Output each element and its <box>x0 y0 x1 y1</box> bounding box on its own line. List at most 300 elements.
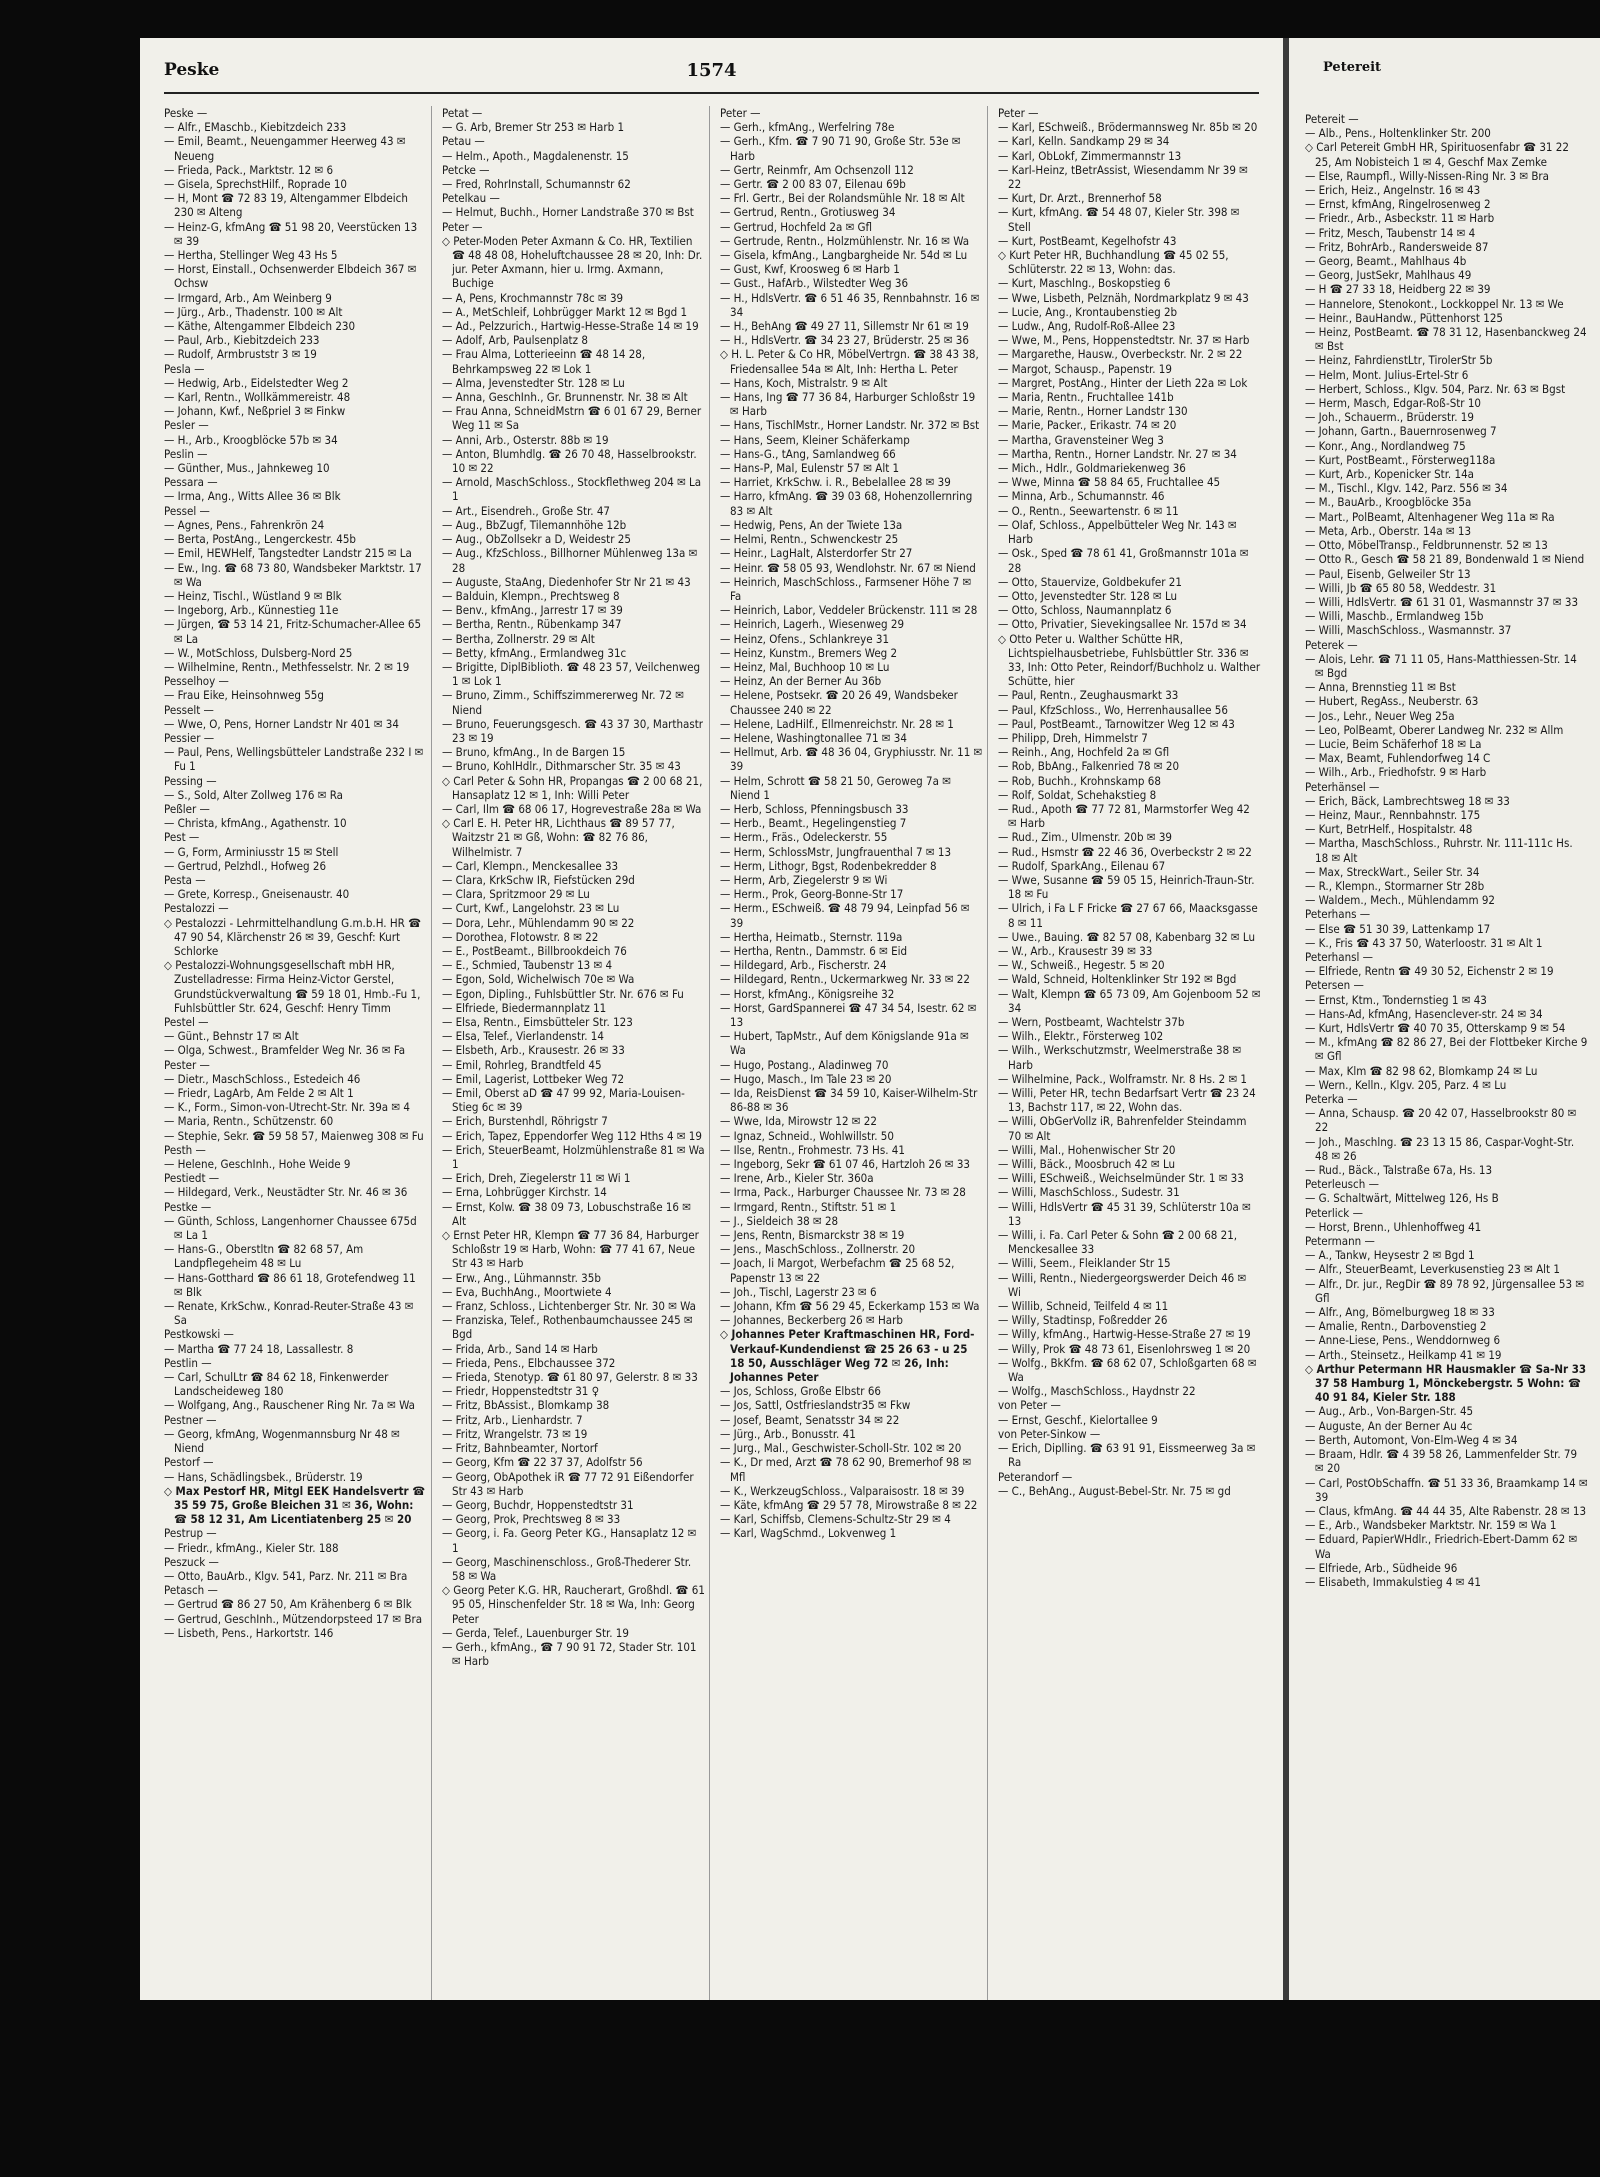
directory-entry: — Jürg., Arb., Thadenstr. 100 ✉ Alt <box>164 304 343 319</box>
directory-entry: — Willi, Jb ☎ 65 80 58, Weddestr. 31 <box>1305 580 1497 595</box>
directory-entry: — Herm., Fräs., Odeleckerstr. 55 <box>720 830 888 845</box>
directory-entry: Pestner — <box>164 1412 217 1427</box>
directory-entry: — K., Dr med, Arzt ☎ 78 62 90, Bremerhof 98 ✉ Mfl <box>720 1455 972 1484</box>
directory-entry: — Ernst, Ktm., Tondernstieg 1 ✉ 43 <box>1305 992 1487 1007</box>
directory-entry: — Helene, Washingtonallee 71 ✉ 34 <box>720 730 907 745</box>
directory-entry: — Eduard, PapierWHdlr., Friedrich-Ebert-Damm 62 ✉ Wa <box>1305 1532 1578 1561</box>
directory-entry: — Ludw., Ang, Rudolf-Roß-Allee 23 <box>998 319 1176 334</box>
directory-entry: — Georg, i. Fa. Georg Peter KG., Hansaplatz 12 ✉ 1 <box>442 1526 697 1555</box>
directory-entry: — Irma, Pack., Harburger Chaussee Nr. 73 ✉ 28 <box>720 1185 966 1200</box>
directory-entry: — Fritz, Wrangelstr. 73 ✉ 19 <box>442 1426 588 1441</box>
directory-entry: — Otto, MöbelTransp., Feldbrunnenstr. 52 ✉ 13 <box>1305 538 1548 553</box>
directory-entry: — Emil, Rohrleg, Brandtfeld 45 <box>442 1057 602 1072</box>
directory-entry: — Helene, GeschInh., Hohe Weide 9 <box>164 1157 351 1172</box>
directory-entry: Pestke — <box>164 1199 212 1214</box>
directory-entry: — Johann, Kwf., Neßpriel 3 ✉ Finkw <box>164 404 346 419</box>
directory-entry: — Willy, Stadtinsp, Foßredder 26 <box>998 1313 1168 1328</box>
directory-entry: — Willi, Mal., Hohenwischer Str 20 <box>998 1142 1176 1157</box>
directory-entry: — Anni, Arb., Osterstr. 88b ✉ 19 <box>442 432 609 447</box>
directory-entry: — Hubert, TapMstr., Auf dem Königslande 91a ✉ Wa <box>720 1029 969 1058</box>
facing-columns <box>1305 112 1592 2000</box>
directory-entry: — Karl, Kelln. Sandkamp 29 ✉ 34 <box>998 134 1170 149</box>
directory-entry: — G, Form, Arminiusstr 15 ✉ Stell <box>164 844 339 859</box>
directory-entry: — Arnold, MaschSchloss., Stockflethweg 204 ✉ La 1 <box>442 475 702 504</box>
directory-entry: — Hildegard, Rentn., Uckermarkweg Nr. 33 ✉ 22 <box>720 972 970 987</box>
directory-entry: — Auguste, StaAng, Diedenhofer Str Nr 21 ✉ 43 <box>442 574 691 589</box>
directory-entry: — Kurt, Maschlng., Boskopstieg 6 <box>998 276 1171 291</box>
directory-entry: — Karl, WagSchmd., Lokvenweg 1 <box>720 1526 897 1541</box>
directory-entry: — Kurt, HdlsVertr ☎ 40 70 35, Otterskamp 9 ✉ 54 <box>1305 1021 1566 1035</box>
directory-entry: — Georg, Prok, Prechtsweg 8 ✉ 33 <box>442 1512 621 1527</box>
directory-entry: ◇ Carl E. H. Peter HR, Lichthaus ☎ 89 57 77, Waitzstr 21 ✉ Gß, Wohn: ☎ 82 76 86, Wilhelmistr. 7 <box>442 816 675 859</box>
directory-entry: — Anna, Schausp. ☎ 20 42 07, Hasselbrookstr 80 ✉ 22 <box>1305 1106 1577 1135</box>
directory-entry: — Horst, GardSpannerei ☎ 47 34 54, Isestr. 62 ✉ 13 <box>720 1000 977 1029</box>
running-head-name: Peske <box>164 60 220 80</box>
directory-entry: — Gisela, kfmAng., Langbargheide Nr. 54d ✉ Lu <box>720 248 968 263</box>
directory-entry: — Eva, BuchhAng., Moortwiete 4 <box>442 1284 612 1299</box>
directory-entry: Petcke — <box>442 162 490 177</box>
directory-entry: Peter — <box>998 106 1039 120</box>
directory-entry: — Frau Alma, Lotterieeinn ☎ 48 14 28, Behrkampsweg 22 ✉ Lok 1 <box>442 347 646 376</box>
directory-entry: Peslin — <box>164 446 208 461</box>
directory-entry: — Lucie, Beim Schäferhof 18 ✉ La <box>1305 736 1482 751</box>
directory-entry: — Herm, SchlossMstr, Jungfrauenthal 7 ✉ 13 <box>720 844 952 859</box>
directory-entry: — Wwe, Ida, Mirowstr 12 ✉ 22 <box>720 1114 877 1129</box>
directory-entry: — Bruno, Zimm., Schiffszimmererweg Nr. 72 ✉ Niend <box>442 688 684 717</box>
directory-entry: Peter — <box>442 219 483 234</box>
directory-entry: — Horst, Brenn., Uhlenhoffweg 41 <box>1305 1219 1482 1234</box>
directory-entry: — Fred, RohrInstall, Schumannstr 62 <box>442 177 631 192</box>
directory-entry: — Willy, kfmAng., Hartwig-Hesse-Straße 27 ✉ 19 <box>998 1327 1251 1342</box>
directory-entry: — Friedr., Arb., Asbeckstr. 11 ✉ Harb <box>1305 211 1495 226</box>
directory-entry: — Anton, Blumhdlg. ☎ 26 70 48, Hasselbrookstr. 10 ✉ 22 <box>442 446 697 476</box>
directory-entry: — Alb., Pens., Holtenklinker Str. 200 <box>1305 126 1491 141</box>
directory-entry: — Hildegard, Verk., Neustädter Str. Nr. 46 ✉ 36 <box>164 1185 408 1200</box>
directory-entry: — Ida, ReisDienst ☎ 34 59 10, Kaiser-Wilhelm-Str 86-88 ✉ 36 <box>720 1086 978 1115</box>
directory-entry: — Maria, Rentn., Fruchtallee 141b <box>998 390 1174 405</box>
directory-entry: — Auguste, An der Berner Au 4c <box>1305 1418 1473 1433</box>
directory-entry: Pestel — <box>164 1015 209 1029</box>
directory-entry: Petau — <box>442 134 485 149</box>
directory-column-3 <box>720 106 988 2000</box>
header-rule <box>164 92 1259 94</box>
directory-entry: — O., Rentn., Seewartenstr. 6 ✉ 11 <box>998 503 1179 518</box>
directory-entry: — Bruno, Feuerungsgesch. ☎ 43 37 30, Marthastr 23 ✉ 19 <box>442 716 704 745</box>
directory-entry: Pest — <box>164 830 200 845</box>
directory-entry: — Erw., Ang., Lühmannstr. 35b <box>442 1270 601 1285</box>
directory-entry: — Wwe, Lisbeth, Pelznäh, Nordmarkplatz 9 ✉ 43 <box>998 290 1249 305</box>
directory-entry: — Carl, Ilm ☎ 68 06 17, Hogrevestraße 28a ✉ Wa <box>442 801 702 816</box>
directory-entry: — Willib, Schneid, Teilfeld 4 ✉ 11 <box>998 1299 1169 1314</box>
directory-entry: — Karl, Rentn., Wollkämmereistr. 48 <box>164 390 351 405</box>
directory-entry: — Stephie, Sekr. ☎ 59 58 57, Maienweg 308 ✉ Fu <box>164 1128 424 1143</box>
directory-entry: ◇ Ernst Peter HR, Klempn ☎ 77 36 84, Harburger Schloßstr 19 ✉ Harb, Wohn: ☎ 77 41 67, Neue Str 43 ✉ Harb <box>442 1228 699 1271</box>
directory-entry: — Willi, Bäck., Moosbruch 42 ✉ Lu <box>998 1157 1176 1172</box>
directory-entry: — Hans-P, Mal, Eulenstr 57 ✉ Alt 1 <box>720 461 900 476</box>
directory-entry: — Gertrud, Rentn., Grotiusweg 34 <box>720 205 896 220</box>
directory-entry: Pesselt — <box>164 702 214 717</box>
directory-entry: — Wern, Postbeamt, Wachtelstr 37b <box>998 1015 1185 1029</box>
directory-entry: — Jürgen, ☎ 53 14 21, Fritz-Schumacher-Allee 65 ✉ La <box>164 617 422 646</box>
directory-entry: — Benv., kfmAng., Jarrestr 17 ✉ 39 <box>442 603 623 618</box>
directory-entry: — Hugo, Masch., Im Tale 23 ✉ 20 <box>720 1071 892 1086</box>
directory-entry: — Herb., Beamt., Hegelingenstieg 7 <box>720 816 907 831</box>
directory-entry: — Joh., Tischl, Lagerstr 23 ✉ 6 <box>720 1284 877 1299</box>
directory-entry: — Anna, GeschInh., Gr. Brunnenstr. Nr. 38 ✉ Alt <box>442 390 688 405</box>
directory-entry: — Marie, Rentn., Horner Landstr 130 <box>998 404 1188 419</box>
directory-entry: — Alfr., Ang, Bömelburgweg 18 ✉ 33 <box>1305 1305 1495 1320</box>
directory-entry: — Aug., KfzSchloss., Billhorner Mühlenweg 13a ✉ 28 <box>442 546 698 575</box>
directory-entry: — Elfriede, Arb., Südheide 96 <box>1305 1560 1458 1575</box>
directory-entry: — M., kfmAng ☎ 82 86 27, Bei der Flottbeker Kirche 9 ✉ Gfl <box>1305 1035 1588 1064</box>
directory-entry: — Hans, Schädlingsbek., Brüderstr. 19 <box>164 1469 363 1484</box>
directory-entry: — Erich, Heiz., Angelnstr. 16 ✉ 43 <box>1305 183 1481 198</box>
directory-entry: — Fritz, BohrArb., Randersweide 87 <box>1305 239 1489 254</box>
directory-entry: — Elisabeth, Immakulstieg 4 ✉ 41 <box>1305 1574 1481 1589</box>
directory-entry: Peterandorf — <box>998 1469 1073 1484</box>
directory-entry: — Harriet, KrkSchw. i. R., Bebelallee 28 ✉ 39 <box>720 475 951 490</box>
directory-entry: — Bertha, Zollnerstr. 29 ✉ Alt <box>442 631 595 646</box>
directory-entry: — Heinz, Kunstm., Bremers Weg 2 <box>720 645 898 660</box>
directory-entry: — Carl, Klempn., Menckesallee 33 <box>442 858 619 873</box>
directory-entry: — Hans-Ad, kfmAng, Hasenclever-str. 24 ✉ 34 <box>1305 1006 1543 1021</box>
directory-entry: — Heinr., BauHandw., Püttenhorst 125 <box>1305 310 1504 325</box>
directory-entry: — Herm, Lithogr, Bgst, Rodenbekredder 8 <box>720 858 937 873</box>
directory-entry: — Jos, Sattl, Ostfrieslandstr35 ✉ Fkw <box>720 1398 911 1413</box>
directory-entry: — Willy, Prok ☎ 48 73 61, Eisenlohrsweg 1 ✉ 20 <box>998 1341 1251 1356</box>
directory-entry: — Erich, Burstenhdl, Röhrigstr 7 <box>442 1114 608 1129</box>
directory-entry: — Alfr., Dr. jur., RegDir ☎ 89 78 92, Jürgensallee 53 ✉ Gfl <box>1305 1276 1585 1305</box>
directory-entry: — Olga, Schwest., Bramfelder Weg Nr. 36 ✉ Fa <box>164 1043 406 1058</box>
directory-entry: — K., Form., Simon-von-Utrecht-Str. Nr. 39a ✉ 4 <box>164 1100 410 1115</box>
directory-entry: — Reinh., Ang, Hochfeld 2a ✉ Gfl <box>998 745 1170 760</box>
directory-entry: — Ignaz, Schneid., Wohlwillstr. 50 <box>720 1128 894 1143</box>
directory-entry: — H., HdlsVertr. ☎ 6 51 46 35, Rennbahnstr. 16 ✉ 34 <box>720 290 980 319</box>
directory-entry: — Emil, HEWHelf, Tangstedter Landstr 215 ✉ La <box>164 546 412 561</box>
directory-entry: — Adolf, Arb, Paulsenplatz 8 <box>442 333 588 348</box>
directory-entry: — Dora, Lehr., Mühlendamm 90 ✉ 22 <box>442 915 635 930</box>
directory-entry: — J., Sieldeich 38 ✉ 28 <box>720 1213 839 1228</box>
directory-entry: — Elfriede, Rentn ☎ 49 30 52, Eichenstr 2 ✉ 19 <box>1305 964 1554 979</box>
directory-entry: — Käthe, Altengammer Elbdeich 230 <box>164 319 356 334</box>
directory-entry: — Hertha, Stellinger Weg 43 Hs 5 <box>164 248 338 263</box>
directory-entry: — Günther, Mus., Jahnkeweg 10 <box>164 461 330 476</box>
directory-entry: — Herm., ESchweiß. ☎ 48 79 94, Leinpfad 56 ✉ 39 <box>720 901 970 930</box>
directory-entry: Pestalozzi — <box>164 901 229 916</box>
directory-entry: — Wilh., Werkschutzmstr, Weelmerstraße 38 ✉ Harb <box>998 1043 1242 1072</box>
directory-entry: von Peter-Sinkow — <box>998 1426 1101 1441</box>
directory-entry: — Ernst, kfmAng, Ringelrosenweg 2 <box>1305 197 1491 212</box>
directory-entry: — Gertrud, Hochfeld 2a ✉ Gfl <box>720 219 873 234</box>
directory-entry: — Willi, HdlsVertr ☎ 45 31 39, Schlüterstr 10a ✉ 13 <box>998 1199 1251 1228</box>
directory-entry: — Fritz, Arb., Lienhardstr. 7 <box>442 1412 583 1427</box>
directory-entry: — R., Klempn., Stormarner Str 28b <box>1305 878 1485 893</box>
directory-entry: — Hertha, Heimatb., Sternstr. 119a <box>720 929 903 944</box>
directory-entry: — Helm, Mont. Julius-Ertel-Str 6 <box>1305 367 1469 382</box>
directory-entry: — Bertha, Rentn., Rübenkamp 347 <box>442 617 622 632</box>
directory-entry: — E., PostBeamt., Billbrookdeich 76 <box>442 943 627 958</box>
directory-entry: — Herb, Schloss, Pfenningsbusch 33 <box>720 801 909 816</box>
directory-entry: — Fritz, Bahnbeamter, Nortorf <box>442 1441 598 1456</box>
directory-entry: — Aug., ObZollsekr a D, Weidestr 25 <box>442 532 631 547</box>
directory-entry: — Rudolf, Armbruststr 3 ✉ 19 <box>164 347 317 362</box>
directory-entry: — Herm, Arb, Ziegelerstr 9 ✉ Wi <box>720 872 888 887</box>
directory-entry: — Willi, MaschSchloss., Wasmannstr. 37 <box>1305 623 1512 638</box>
directory-entry: — Agnes, Pens., Fahrenkrön 24 <box>164 517 325 532</box>
directory-entry: — Jens., MaschSchloss., Zollnerstr. 20 <box>720 1242 916 1257</box>
page-number: 1574 <box>686 60 737 81</box>
directory-entry: Pessing — <box>164 773 217 788</box>
directory-entry: ◇ H. L. Peter & Co HR, MöbelVertrgn. ☎ 38 43 38, Friedensallee 54a ✉ Alt, Inh: Hertha L. Peter <box>720 347 979 376</box>
directory-entry: — Gerh., Kfm. ☎ 7 90 71 90, Große Str. 53e ✉ Harb <box>720 134 961 163</box>
directory-entry: ◇ Pestalozzi - Lehrmittelhandlung G.m.b.H. HR ☎ 47 90 54, Klärchenstr 26 ✉ 39, Geschf: Kurt Schlorke <box>164 915 421 958</box>
directory-entry: — G. Schaltwärt, Mittelweg 126, Hs B <box>1305 1191 1499 1206</box>
directory-entry: — Fritz, Mesch, Taubenstr 14 ✉ 4 <box>1305 225 1476 240</box>
directory-column-2 <box>442 106 710 2000</box>
directory-entry: — Lisbeth, Pens., Harkortstr. 146 <box>164 1625 334 1640</box>
directory-entry: — Horst, kfmAng., Königsreihe 32 <box>720 986 895 1001</box>
directory-entry: — Bruno, kfmAng., In de Bargen 15 <box>442 745 626 760</box>
directory-entry: — Brigitte, DiplBiblioth. ☎ 48 23 57, Veilchenweg 1 ✉ Lok 1 <box>442 659 701 689</box>
directory-entry: von Peter — <box>998 1398 1061 1413</box>
directory-entry: Peter — <box>720 106 761 120</box>
directory-entry: Peterhansl — <box>1305 949 1374 964</box>
directory-entry: — Heinz, Maur., Rennbahnstr. 175 <box>1305 807 1481 822</box>
directory-entry: — Helene, LadHilf., Ellmenreichstr. Nr. 28 ✉ 1 <box>720 716 954 731</box>
directory-entry: — A, Pens, Krochmannstr 78c ✉ 39 <box>442 290 624 305</box>
directory-entry: — Hedwig, Pens, An der Twiete 13a <box>720 517 903 532</box>
directory-entry: — Frl. Gertr., Bei der Rolandsmühle Nr. 18 ✉ Alt <box>720 191 965 206</box>
directory-entry: — Irmgard, Rentn., Stiftstr. 51 ✉ 1 <box>720 1199 897 1214</box>
directory-entry: Pestkowski — <box>164 1327 234 1342</box>
directory-entry: ◇ Georg Peter K.G. HR, Raucherart, Großhdl. ☎ 61 95 05, Hinschenfelder Str. 18 ✉ Wa, Inh: Georg Peter <box>442 1583 705 1626</box>
directory-entry: — Erich, Tapez, Eppendorfer Weg 112 Hths 4 ✉ 19 <box>442 1128 702 1143</box>
directory-entry: — Wald, Schneid, Holtenklinker Str 192 ✉ Bgd <box>998 972 1237 987</box>
directory-entry: — Willi, i. Fa. Carl Peter & Sohn ☎ 2 00 68 21, Menckesallee 33 <box>998 1228 1238 1257</box>
directory-entry: — Jürg., Arb., Bonusstr. 41 <box>720 1426 856 1441</box>
directory-entry: — Heinz, Mal, Buchhoop 10 ✉ Lu <box>720 659 890 674</box>
directory-entry: — Wern., Kelln., Klgv. 205, Parz. 4 ✉ Lu <box>1305 1077 1507 1092</box>
directory-entry: — Helm, Schrott ☎ 58 21 50, Geroweg 7a ✉ Niend 1 <box>720 773 951 802</box>
directory-entry: — Willi, Rentn., Niedergeorgswerder Deich 46 ✉ Wi <box>998 1270 1247 1299</box>
directory-entry: — C., BehAng., August-Bebel-Str. Nr. 75 ✉ gd <box>998 1483 1231 1498</box>
directory-entry: — Herm, Masch, Edgar-Roß-Str 10 <box>1305 396 1482 411</box>
directory-entry: — Heinz, FahrdienstLtr, TirolerStr 5b <box>1305 353 1493 368</box>
directory-entry: Pessel — <box>164 503 210 518</box>
directory-entry: — Christa, kfmAng., Agathenstr. 10 <box>164 816 347 831</box>
directory-entry: — Gertrud, Pelzhdl., Hofweg 26 <box>164 858 327 873</box>
directory-entry: — Paul, Rentn., Zeughausmarkt 33 <box>998 688 1179 703</box>
directory-entry: — Ernst, Geschf., Kielortallee 9 <box>998 1412 1158 1427</box>
directory-entry: — Aug., Arb., Von-Bargen-Str. 45 <box>1305 1404 1474 1419</box>
directory-entry: ◇ Peter-Moden Peter Axmann & Co. HR, Textilien ☎ 48 48 08, Hoheluftchaussee 28 ✉ 20, Inh: Dr. jur. Peter Axmann, hier u. Irmg. Axmann, Buchige <box>442 233 703 291</box>
directory-entry: — Franz, Schloss., Lichtenberger Str. Nr. 30 ✉ Wa <box>442 1299 697 1314</box>
directory-entry: ◇ Kurt Peter HR, Buchhandlung ☎ 45 02 55, Schlüterstr. 22 ✉ 13, Wohn: das. <box>998 248 1229 277</box>
directory-entry: — Clara, Spritzmoor 29 ✉ Lu <box>442 887 590 902</box>
directory-entry: — Rob, Buchh., Krohnskamp 68 <box>998 773 1161 788</box>
directory-entry: — Max, Beamt, Fuhlendorfweg 14 C <box>1305 751 1491 766</box>
directory-entry: — Mich., Hdlr., Goldmariekenweg 36 <box>998 461 1186 476</box>
directory-entry: — Friedr., kfmAng., Kieler Str. 188 <box>164 1540 339 1555</box>
facing-running-head: Petereit <box>1323 60 1382 75</box>
directory-entry: — Heinz, Ofens., Schlankreye 31 <box>720 631 890 646</box>
directory-entry: — Curt, Kwf., Langelohstr. 23 ✉ Lu <box>442 901 620 916</box>
directory-entry: — Martha, MaschSchloss., Ruhrstr. Nr. 111-111c Hs. 18 ✉ Alt <box>1305 836 1573 865</box>
directory-columns <box>164 106 1265 2000</box>
directory-entry: — Renate, KrkSchw., Konrad-Reuter-Straße 43 ✉ Sa <box>164 1299 414 1328</box>
directory-entry: — M., BauArb., Kroogblöcke 35a <box>1305 495 1472 510</box>
directory-entry: — Karl, ESchweiß., Brödermannsweg Nr. 85b ✉ 20 <box>998 120 1258 135</box>
directory-entry: — Egon, Dipling., Fuhlsbüttler Str. Nr. 676 ✉ Fu <box>442 986 684 1001</box>
directory-entry: — Erich, SteuerBeamt, Holzmühlenstraße 81 ✉ Wa 1 <box>442 1142 705 1172</box>
directory-entry: — Jens, Rentn, Bismarckstr 38 ✉ 19 <box>720 1228 905 1243</box>
directory-entry: — Otto, Jevenstedter Str. 128 ✉ Lu <box>998 588 1178 603</box>
directory-entry: — Kurt, kfmAng. ☎ 54 48 07, Kieler Str. 398 ✉ Stell <box>998 205 1240 234</box>
directory-entry: — Hugo, Postang., Aladinweg 70 <box>720 1057 889 1072</box>
directory-entry: — Meta, Arb., Oberstr. 14a ✉ 13 <box>1305 523 1472 538</box>
directory-entry: — Heinr. ☎ 58 05 93, Wendlohstr. Nr. 67 ✉ Niend <box>720 560 976 575</box>
directory-entry: Peszuck — <box>164 1554 219 1569</box>
directory-entry: — Amalie, Rentn., Darbovenstieg 2 <box>1305 1319 1487 1334</box>
directory-entry: — Margret, PostAng., Hinter der Lieth 22a ✉ Lok <box>998 375 1248 390</box>
directory-entry: — Rudolf, SparkAng., Eilenau 67 <box>998 858 1166 873</box>
directory-entry: — Hans, TischlMstr., Horner Landstr. Nr. 372 ✉ Bst <box>720 418 980 433</box>
directory-entry: — Heinrich, Labor, Veddeler Brückenstr. 111 ✉ 28 <box>720 603 978 618</box>
directory-entry: — Hans-Gotthard ☎ 86 61 18, Grotefendweg 11 ✉ Blk <box>164 1270 416 1299</box>
facing-column-1 <box>1305 112 1592 2000</box>
facing-page-partial <box>1289 38 1600 2000</box>
directory-page <box>140 38 1283 2000</box>
directory-entry: — Wilhelmine, Pack., Wolframstr. Nr. 8 Hs. 2 ✉ 1 <box>998 1071 1248 1086</box>
directory-entry: — Jos., Lehr., Neuer Weg 25a <box>1305 708 1455 723</box>
directory-entry: — Heinr., LagHalt, Alsterdorfer Str 27 <box>720 546 913 561</box>
directory-entry: — Willi, Maschb., Ermlandweg 15b <box>1305 609 1484 624</box>
directory-entry: Pestiedt — <box>164 1171 220 1186</box>
directory-entry: — Otto, Schloss, Naumannplatz 6 <box>998 603 1172 618</box>
directory-entry: — W., MotSchloss, Dulsberg-Nord 25 <box>164 645 353 660</box>
directory-entry: — E., Schmied, Taubenstr 13 ✉ 4 <box>442 958 613 973</box>
directory-entry: — Helene, Postsekr. ☎ 20 26 49, Wandsbeker Chaussee 240 ✉ 22 <box>720 688 958 717</box>
directory-column-1 <box>164 106 432 2000</box>
directory-entry: Peterka — <box>1305 1092 1358 1107</box>
directory-entry: — Lucie, Ang., Krontaubenstieg 2b <box>998 304 1178 319</box>
directory-entry: — Philipp, Dreh, Himmelstr 7 <box>998 730 1148 745</box>
directory-entry: — Irmgard, Arb., Am Weinberg 9 <box>164 290 332 305</box>
directory-entry: — H., HdlsVertr. ☎ 34 23 27, Brüderstr. 25 ✉ 36 <box>720 333 969 348</box>
directory-entry: ◇ Max Pestorf HR, Mitgl EEK Handelsvertr ☎ 35 59 75, Große Bleichen 31 ✉ 36, Wohn: ☎ 58 12 31, Am Licentiatenberg 25 ✉ 20 <box>164 1483 426 1527</box>
directory-entry: — Rud., Bäck., Talstraße 67a, Hs. 13 <box>1305 1163 1493 1178</box>
directory-entry: — Hannelore, Stenokont., Lockkoppel Nr. 13 ✉ We <box>1305 296 1564 311</box>
directory-entry: ◇ Johannes Peter Kraftmaschinen HR, Ford-Verkauf-Kundendienst ☎ 25 26 63 - u 25 18 50, Ausschläger Weg 72 ✉ 26, Inh: Johannes Peter <box>720 1327 975 1385</box>
directory-entry: — Hedwig, Arb., Eidelstedter Weg 2 <box>164 375 349 390</box>
directory-entry: Peterlick — <box>1305 1205 1363 1220</box>
directory-entry: Peterhänsel — <box>1305 779 1380 794</box>
directory-entry: — Karl-Heinz, tBetrAssist, Wiesendamm Nr 39 ✉ 22 <box>998 162 1248 192</box>
directory-entry: — Martha, Rentn., Horner Landstr. Nr. 27 ✉ 34 <box>998 446 1237 461</box>
directory-entry: — Jos, Schloss, Große Elbstr 66 <box>720 1384 881 1399</box>
directory-entry: — Irma, Ang., Witts Allee 36 ✉ Blk <box>164 489 341 504</box>
directory-entry: — Heinz, Tischl., Wüstland 9 ✉ Blk <box>164 588 342 603</box>
directory-entry: — Johann, Kfm ☎ 56 29 45, Eckerkamp 153 ✉ Wa <box>720 1299 980 1314</box>
directory-entry: — Wolfg., MaschSchloss., Haydnstr 22 <box>998 1384 1196 1399</box>
directory-entry: — H ☎ 27 33 18, Heidberg 22 ✉ 39 <box>1305 282 1491 297</box>
directory-entry: — Käte, kfmAng ☎ 29 57 78, Mirowstraße 8 ✉ 22 <box>720 1497 978 1512</box>
directory-entry: ◇ Carl Petereit GmbH HR, Spirituosenfabr ☎ 31 22 25, Am Nobisteich 1 ✉ 4, Geschf Max Zemke <box>1305 140 1569 169</box>
directory-entry: — Joach, Ii Margot, Werbefachm ☎ 25 68 52, Papenstr 13 ✉ 22 <box>720 1256 955 1285</box>
directory-entry: — Georg, Maschinenschloss., Groß-Thederer Str. 58 ✉ Wa <box>442 1554 692 1583</box>
directory-entry: — Alma, Jevenstedter Str. 128 ✉ Lu <box>442 375 625 390</box>
directory-entry: — Kurt, Arb., Kopenicker Str. 14a <box>1305 467 1475 482</box>
directory-entry: — K., Fris ☎ 43 37 50, Waterloostr. 31 ✉ Alt 1 <box>1305 935 1543 950</box>
directory-entry: Pesler — <box>164 418 209 433</box>
directory-entry: — A., Tankw, Heysestr 2 ✉ Bgd 1 <box>1305 1248 1475 1263</box>
directory-entry: Peterek — <box>1305 637 1358 652</box>
directory-entry: — Waldem., Mech., Mühlendamm 92 <box>1305 893 1495 908</box>
directory-entry: — Balduin, Klempn., Prechtsweg 8 <box>442 588 620 603</box>
directory-entry: Petasch — <box>164 1583 218 1598</box>
directory-entry: ◇ Pestalozzi-Wohnungsgesellschaft mbH HR, Zustelladresse: Firma Heinz-Victor Gerstel, Grundstückverwaltung ☎ 59 18 01, Hmb.-Fu 1, Fuhlsbüttler Str. 624, Geschf: Henry Timm <box>164 958 421 1015</box>
directory-entry: — Heinz, An der Berner Au 36b <box>720 674 882 689</box>
directory-entry: — Paul, Arb., Kiebitzdeich 233 <box>164 333 320 348</box>
directory-entry: — Uwe., Bauing. ☎ 82 57 08, Kabenbarg 32 ✉ Lu <box>998 929 1256 944</box>
directory-entry: — Rolf, Soldat, Schehakstieg 8 <box>998 787 1157 802</box>
directory-entry: — H., Arb., Kroogblöcke 57b ✉ 34 <box>164 432 338 447</box>
directory-entry: — Otto, Privatier, Sievekingsallee Nr. 157d ✉ 34 <box>998 617 1247 632</box>
directory-entry: — W., Arb., Krausestr 39 ✉ 33 <box>998 943 1153 958</box>
directory-entry: — Emil, Oberst aD ☎ 47 99 92, Maria-Louisen-Stieg 6c ✉ 39 <box>442 1086 685 1115</box>
directory-entry: — Helmi, Rentn., Schwenckestr 25 <box>720 532 899 547</box>
directory-entry: — Herbert, Schloss., Klgv. 504, Parz. Nr. 63 ✉ Bgst <box>1305 381 1566 396</box>
directory-entry: — Erna, Lohbrügger Kirchstr. 14 <box>442 1185 607 1200</box>
directory-entry: — Herm., Prok, Georg-Bonne-Str 17 <box>720 887 904 902</box>
directory-entry: — Georg, Beamt., Mahlhaus 4b <box>1305 254 1467 269</box>
directory-entry: — Gertr, Reinmfr, Am Ochsenzoll 112 <box>720 162 914 177</box>
directory-entry: — Wwe, M., Pens, Hoppenstedtstr. Nr. 37 ✉ Harb <box>998 333 1250 348</box>
directory-entry: — Kurt, BetrHelf., Hospitalstr. 48 <box>1305 822 1473 837</box>
directory-entry: — Heinrich, Lagerh., Wiesenweg 29 <box>720 617 905 632</box>
directory-entry: Pesth — <box>164 1142 206 1157</box>
directory-entry: — Grete, Korresp., Gneisenaustr. 40 <box>164 887 350 902</box>
directory-entry: Pestrup — <box>164 1526 217 1541</box>
directory-entry: — Friedr, LagArb, Am Felde 2 ✉ Alt 1 <box>164 1086 354 1101</box>
directory-entry: — Erich, Dreh, Ziegelerstr 11 ✉ Wi 1 <box>442 1171 631 1186</box>
directory-entry: — Frau Anna, SchneidMstrn ☎ 6 01 67 29, Berner Weg 11 ✉ Sa <box>442 404 702 433</box>
directory-entry: Petelkau — <box>442 191 500 206</box>
directory-entry: — Frieda, Pens., Elbchaussee 372 <box>442 1355 616 1370</box>
directory-entry: — Heinrich, MaschSchloss., Farmsener Höhe 7 ✉ Fa <box>720 574 972 603</box>
directory-entry: — Heinz-G, kfmAng ☎ 51 98 20, Veerstücken 13 ✉ 39 <box>164 219 418 248</box>
directory-entry: — M., Tischl., Klgv. 142, Parz. 556 ✉ 34 <box>1305 481 1508 496</box>
directory-entry: — Günth, Schloss, Langenhorner Chaussee 675d ✉ La 1 <box>164 1213 417 1243</box>
directory-entry: — Osk., Sped ☎ 78 61 41, Großmannstr 101a ✉ 28 <box>998 546 1249 575</box>
directory-entry: — Willi, ESchweiß., Weichselmünder Str. 1 ✉ 33 <box>998 1171 1244 1186</box>
directory-entry: — Anna, Brennstieg 11 ✉ Bst <box>1305 680 1456 695</box>
directory-entry: — Paul, Eisenb, Gelweiler Str 13 <box>1305 566 1471 581</box>
directory-entry: — Gerda, Telef., Lauenburger Str. 19 <box>442 1625 629 1640</box>
directory-entry: — Elfriede, Biedermannplatz 11 <box>442 1000 607 1015</box>
directory-entry: — Minna, Arb., Schumannstr. 46 <box>998 489 1165 504</box>
directory-entry: — Konr., Ang., Nordlandweg 75 <box>1305 438 1466 453</box>
directory-entry: — Rob, BbAng., Falkenried 78 ✉ 20 <box>998 759 1180 774</box>
directory-entry: — Wilh., Elektr., Försterweg 102 <box>998 1029 1164 1044</box>
directory-entry: — Art., Eisendreh., Große Str. 47 <box>442 503 611 518</box>
directory-entry: — Rud., Hsmstr ☎ 22 46 36, Overbeckstr 2 ✉ 22 <box>998 844 1252 859</box>
directory-entry: — Gerh., kfmAng., Werfelring 78e <box>720 120 895 135</box>
directory-entry: — Jurg., Mal., Geschwister-Scholl-Str. 102 ✉ 20 <box>720 1441 962 1456</box>
page-header <box>164 60 1259 100</box>
directory-entry: — Margot, Schausp., Papenstr. 19 <box>998 361 1172 376</box>
directory-entry: — Anne-Liese, Pens., Wenddornweg 6 <box>1305 1333 1501 1348</box>
